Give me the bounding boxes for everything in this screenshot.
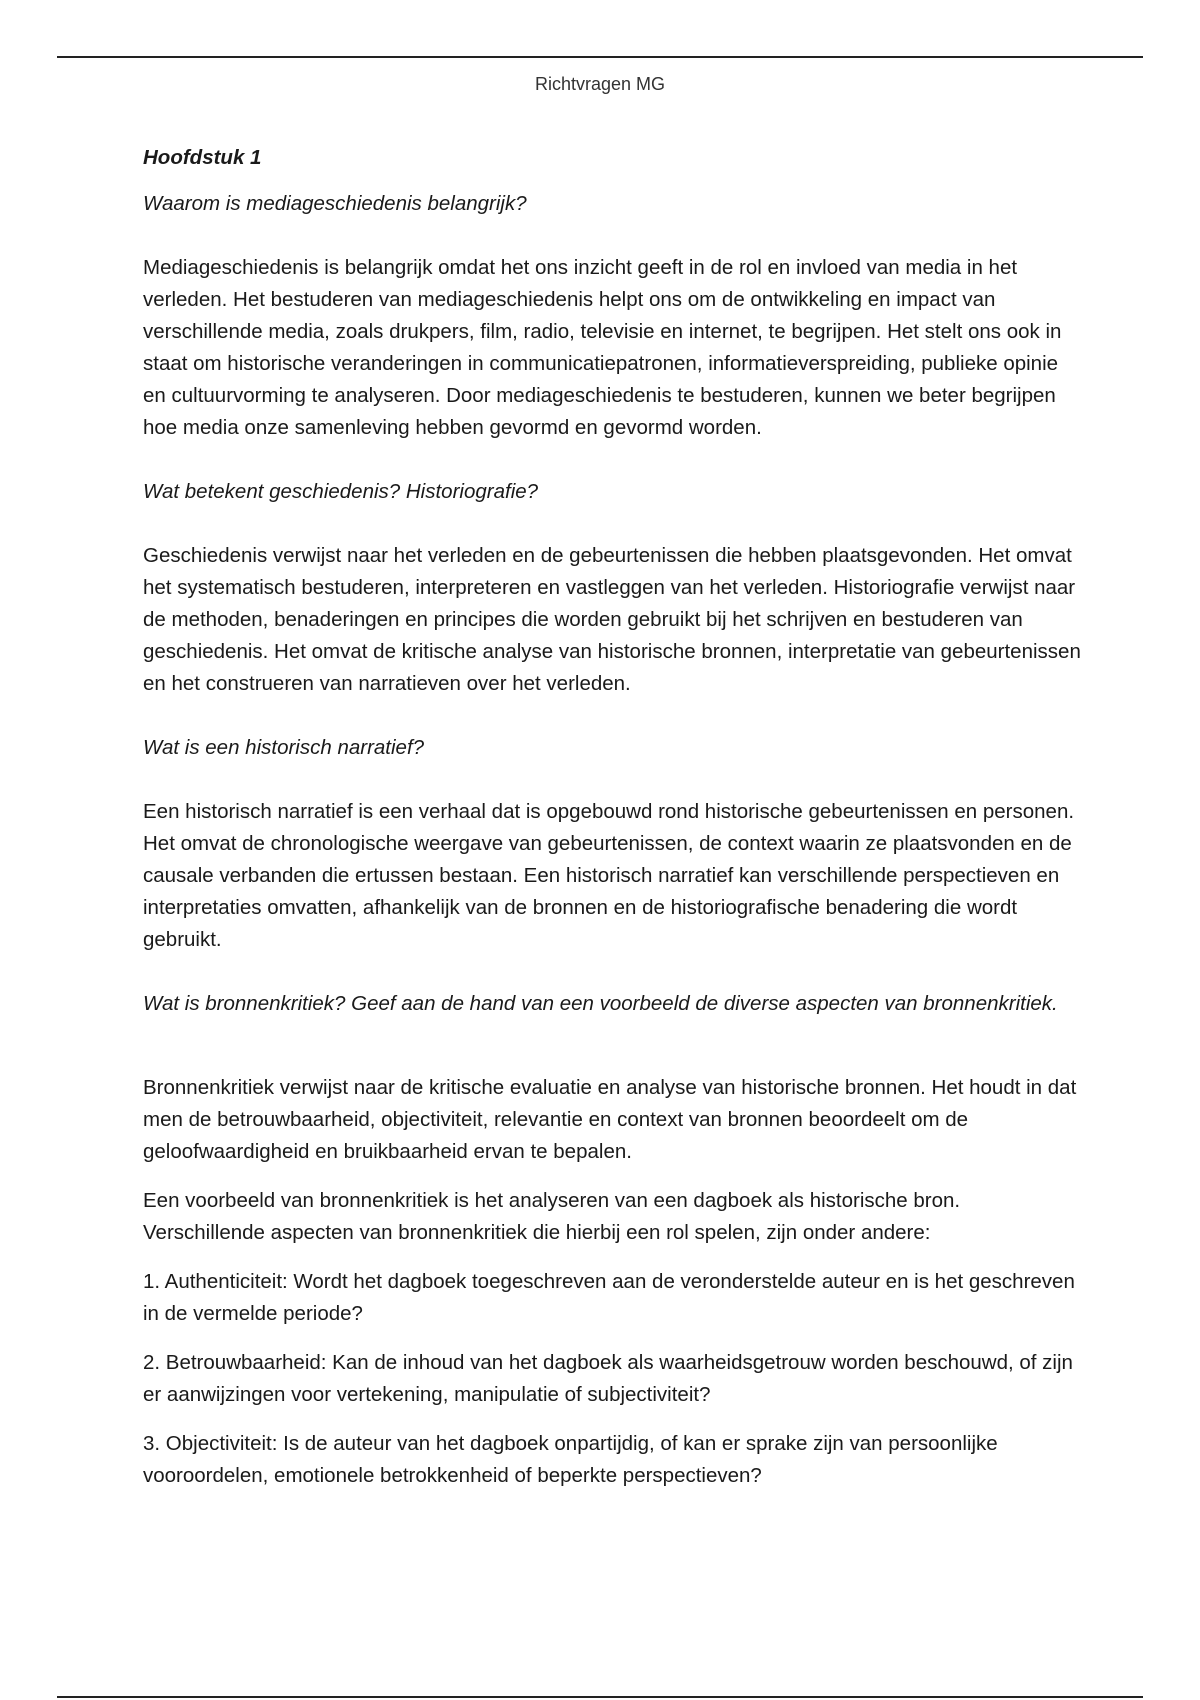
chapter-heading: Hoofdstuk 1 [143, 146, 262, 169]
question-1: Waarom is mediageschiedenis belangrijk? [143, 192, 527, 215]
document-body [143, 142, 1083, 1509]
page-header-title: Richtvragen MG [534, 74, 666, 94]
aspect-item-1: 1. Authenticiteit: Wordt het dagboek toegeschreven aan de veronderstelde auteur en is het geschreven in de vermelde periode? [143, 1270, 1075, 1325]
aspect-item-3: 3. Objectiviteit: Is de auteur van het dagboek onpartijdig, of kan er sprake zijn van persoonlijke vooroordelen, emotionele betrokkenheid of beperkte perspectieven? [143, 1432, 998, 1487]
header-rule [57, 56, 1143, 58]
answer-2: Geschiedenis verwijst naar het verleden en de gebeurtenissen die hebben plaatsgevonden. Het omvat het systematisch bestuderen, interpreteren en vastleggen van het verleden. Historiografie verwijst naar de methoden, benaderingen en principes die worden gebruikt bij het schrijven en bestuderen van geschiedenis. Het omvat de kritische analyse van historische bronnen, interpretatie van gebeurtenissen en het construeren van narratieven over het verleden. [143, 544, 1081, 695]
aspect-item-2: 2. Betrouwbaarheid: Kan de inhoud van het dagboek als waarheidsgetrouw worden beschouwd, of zijn er aanwijzingen voor vertekening, manipulatie of subjectiviteit? [143, 1351, 1073, 1406]
question-4: Wat is bronnenkritiek? Geef aan de hand van een voorbeeld de diverse aspecten van bronnenkritiek. [143, 992, 1058, 1015]
answer-4-example: Een voorbeeld van bronnenkritiek is het analyseren van een dagboek als historische bron. Verschillende aspecten van bronnenkritiek die hierbij een rol spelen, zijn onder andere: [143, 1189, 961, 1244]
answer-3: Een historisch narratief is een verhaal dat is opgebouwd rond historische gebeurtenissen en personen. Het omvat de chronologische weergave van gebeurtenissen, de context waarin ze plaatsvonden en de causale verbanden die ertussen bestaan. Een historisch narratief kan verschillende perspectieven en interpretaties omvatten, afhankelijk van de bronnen en de historiografische benadering die wordt gebruikt. [143, 800, 1075, 951]
question-3: Wat is een historisch narratief? [143, 736, 425, 759]
answer-4: Bronnenkritiek verwijst naar de kritische evaluatie en analyse van historische bronnen. Het houdt in dat men de betrouwbaarheid, objectiviteit, relevantie en context van bronnen beoordeelt om de geloofwaardigheid en bruikbaarheid ervan te bepalen. [143, 1076, 1077, 1163]
footer-rule [57, 1696, 1143, 1698]
answer-1: Mediageschiedenis is belangrijk omdat het ons inzicht geeft in de rol en invloed van media in het verleden. Het bestuderen van mediageschiedenis helpt ons om de ontwikkeling en impact van verschillende media, zoals drukpers, film, radio, televisie en internet, te begrijpen. Het stelt ons ook in staat om historische veranderingen in communicatiepatronen, informatieverspreiding, publieke opinie en cultuurvorming te analyseren. Door mediageschiedenis te bestuderen, kunnen we beter begrijpen hoe media onze samenleving hebben gevormd en gevormd worden. [143, 256, 1062, 439]
question-2: Wat betekent geschiedenis? Historiografie? [143, 480, 539, 503]
